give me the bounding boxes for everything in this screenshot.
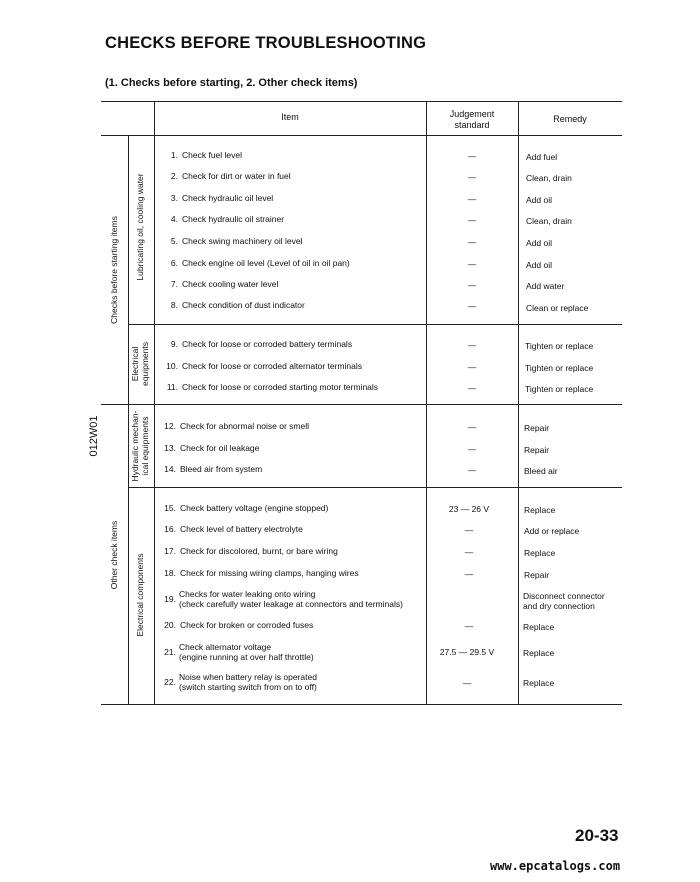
row-remedy: Add oil [526,260,552,270]
row-number: 16. [164,524,176,534]
row-judgement: — [467,215,477,225]
row-item: Check for discolored, burnt, or bare wiring [180,546,338,556]
row-number: 2. [170,171,178,181]
row-judgement: — [467,383,477,393]
row-item-line2: (check carefully water leakage at connectors and terminals) [179,599,403,609]
row-item: Check for oil leakage [180,443,260,453]
row-remedy: Repair [524,570,550,580]
row-remedy: Replace [523,678,555,688]
row-number: 1. [170,150,178,160]
row-remedy: Replace [524,548,556,558]
row-item: Check cooling water level [182,279,279,289]
row-item: Noise when battery relay is operated [179,672,317,682]
row-number: 20. [164,620,176,630]
row-remedy: Clean, drain [526,173,572,183]
row-remedy: Tighten or replace [525,341,594,351]
row-number: 17. [164,546,176,556]
row-item: Check for dirt or water in fuel [182,171,291,181]
row-item: Check condition of dust indicator [182,300,305,310]
row-item: Check level of battery electrolyte [180,524,303,534]
row-judgement: — [464,569,474,579]
row-remedy: Add oil [526,195,552,205]
header-item: Item [281,112,299,122]
row-number: 18. [164,568,176,578]
row-item: Check for broken or corroded fuses [180,620,314,630]
page-title: CHECKS BEFORE TROUBLESHOOTING [105,34,427,52]
row-judgement: — [467,280,477,290]
row-remedy: Tighten or replace [525,384,594,394]
row-number: 4. [170,214,178,224]
page-subtitle: (1. Checks before starting, 2. Other check items) [105,77,358,89]
row-remedy: Add or replace [524,526,580,536]
row-number: 6. [170,258,178,268]
row-item: Check hydraulic oil level [182,193,274,203]
row-judgement: — [464,525,474,535]
watermark: www.epcatalogs.com [490,859,621,873]
row-number: 3. [170,193,178,203]
row-item: Check for loose or corroded alternator terminals [182,361,362,371]
row-number: 15. [164,503,176,513]
row-item: Check for missing wiring clamps, hanging wires [180,568,359,578]
row-number: 12. [164,421,176,431]
row-remedy: Repair [524,445,550,455]
row-number: 21. [164,647,176,657]
subgroup-label-electrical-components: Electrical components [135,553,145,637]
row-remedy: Disconnect connector [523,591,605,601]
header-judgement-line1: Judgement [449,109,495,119]
row-item: Check for loose or corroded battery terminals [182,339,353,349]
header-judgement-line2: standard [454,120,490,130]
group-label-other: Other check items [109,520,119,590]
row-judgement: — [467,422,477,432]
row-item: Check hydraulic oil strainer [182,214,285,224]
row-item-line2: (switch starting switch from on to off) [179,682,317,692]
row-remedy: Replace [524,505,556,515]
row-number: 11. [166,382,178,392]
row-item: Check engine oil level (Level of oil in oil pan) [182,258,350,268]
row-remedy-line2: and dry connection [523,601,595,611]
subgroup-label-electrical-line2: equipments [140,342,150,386]
row-number: 13. [164,443,176,453]
row-number: 22. [164,677,176,687]
row-judgement: — [464,547,474,557]
row-remedy: Replace [523,622,555,632]
side-code: 012W01 [88,415,100,457]
row-judgement: — [467,237,477,247]
row-number: 14. [164,464,176,474]
row-judgement: 27.5 — 29.5 V [439,647,495,657]
page-number: 20-33 [575,826,619,845]
row-remedy: Clean, drain [526,216,572,226]
row-judgement: — [467,362,477,372]
row-judgement: — [467,465,477,475]
row-number: 9. [170,339,178,349]
row-remedy: Add fuel [526,152,558,162]
row-item: Check swing machinery oil level [182,236,303,246]
subgroup-label-electrical-line1: Electrical [130,346,140,382]
row-remedy: Add oil [526,238,552,248]
row-remedy: Bleed air [524,466,558,476]
subgroup-label-lubricating: Lubricating oil, cooling water [135,173,145,281]
row-judgement: — [462,678,472,688]
row-remedy: Clean or replace [526,303,589,313]
subgroup-label-hydraulic-line2: ical equipments [140,416,150,476]
row-judgement: — [467,194,477,204]
row-judgement: — [467,340,477,350]
row-judgement: — [464,621,474,631]
row-remedy: Add water [526,281,565,291]
row-judgement: — [467,444,477,454]
row-number: 8. [170,300,178,310]
row-judgement: — [467,301,477,311]
row-item: Check for loose or corroded starting motor terminals [182,382,379,392]
group-label-before-starting: Checks before starting items [109,216,119,324]
row-number: 7. [170,279,178,289]
row-judgement: — [467,259,477,269]
row-remedy: Replace [523,648,555,658]
row-judgement: — [467,172,477,182]
row-number: 19. [164,594,176,604]
row-remedy: Tighten or replace [525,363,594,373]
row-item: Check alternator voltage [179,642,272,652]
header-remedy: Remedy [553,114,587,124]
row-remedy: Repair [524,423,550,433]
row-item: Checks for water leaking onto wiring [179,589,316,599]
subgroup-label-hydraulic-line1: Hydraulic mechan- [130,410,140,482]
row-number: 5. [170,236,178,246]
row-item-line2: (engine running at over half throttle) [179,652,314,662]
row-number: 10. [166,361,178,371]
row-item: Check fuel level [182,150,243,160]
row-item: Check for abnormal noise or smell [180,421,309,431]
row-judgement: 23 — 26 V [448,504,490,514]
row-item: Check battery voltage (engine stopped) [180,503,329,513]
row-judgement: — [467,151,477,161]
row-item: Bleed air from system [180,464,263,474]
